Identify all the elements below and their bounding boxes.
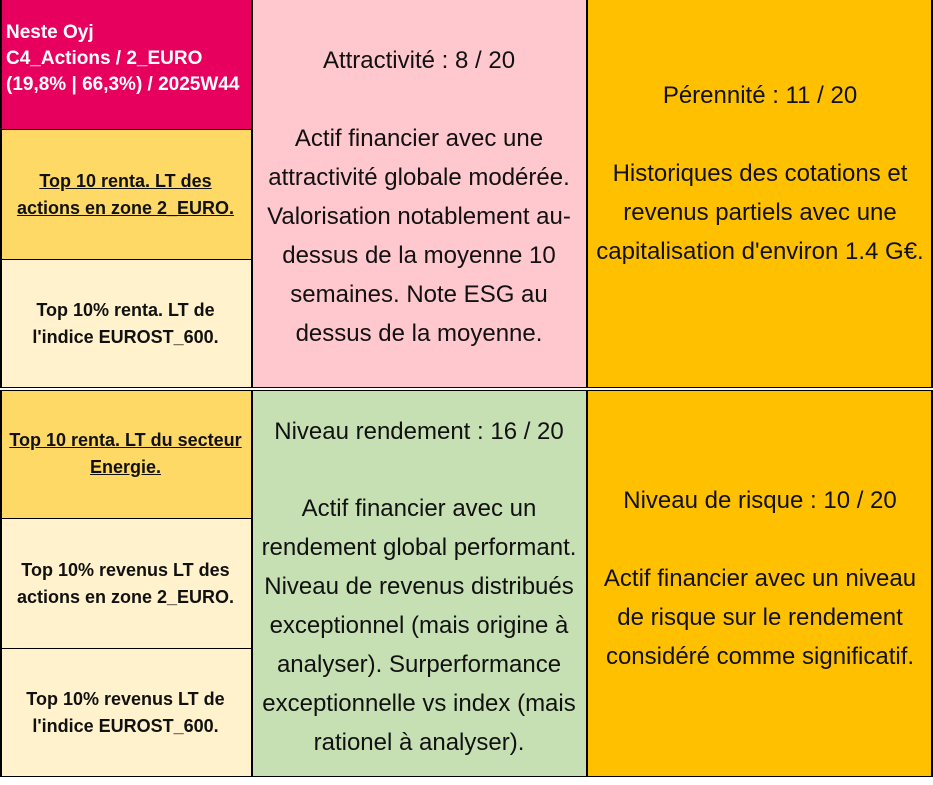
asset-name: Neste Oyj — [6, 22, 94, 43]
left-panel-bottom-3 — [0, 649, 251, 776]
left-panel-top-1-text: Top 10 renta. LT des actions en zone 2_EURO. — [16, 170, 235, 218]
header-cell — [0, 0, 251, 129]
asset-category: C4_Actions / 2_EURO — [6, 48, 203, 69]
left-panel-bottom-1-text: Top 10 renta. LT du secteur Energie. — [9, 430, 242, 477]
attractivite-cell — [252, 0, 586, 387]
perennite-text: Historiques des cotations et revenus partiels avec une capitalisation d'environ 1.4 G€. — [596, 160, 924, 265]
rendement-text: Actif financier avec un rendement global performant. Niveau de revenus distribués exceptionnel (mais origine à analyser). Surperformance exceptionnelle vs index (mais rationel à analyser). — [261, 495, 577, 756]
attractivite-title: Attractivité : 8 / 20 — [322, 47, 516, 74]
rendement-title: Niveau rendement : 16 / 20 — [274, 418, 564, 445]
perennite-cell — [587, 0, 933, 387]
left-panel-top-1 — [0, 130, 251, 259]
grid-line — [0, 129, 252, 130]
grid-line — [0, 390, 933, 391]
left-panel-top-2 — [0, 260, 251, 387]
left-panel-bottom-3-text: Top 10% revenus LT de l'indice EUROST_600. — [26, 688, 225, 736]
grid-line — [0, 776, 933, 777]
risque-title: Niveau de risque : 10 / 20 — [623, 486, 897, 514]
left-panel-top-2-text: Top 10% renta. LT de l'indice EUROST_600. — [32, 299, 219, 347]
grid-line — [0, 518, 252, 519]
risque-cell — [587, 390, 933, 776]
rendement-cell — [252, 390, 586, 776]
risque-text: Actif financier avec un niveau de risque sur le rendement considéré comme significatif. — [603, 564, 917, 670]
grid-line — [0, 259, 252, 260]
attractivite-text: Actif financier avec une attractivité globale modérée. Valorisation notablement au-dessus de la moyenne 10 semaines. Note ESG au dessus de la moyenne. — [267, 125, 571, 347]
grid-line — [0, 648, 252, 649]
left-panel-bottom-2 — [0, 519, 251, 648]
left-panel-bottom-1 — [0, 390, 251, 518]
asset-stats: (19,8% | 66,3%) / 2025W44 — [6, 74, 240, 95]
perennite-title: Pérennité : 11 / 20 — [662, 82, 858, 109]
left-panel-bottom-2-text: Top 10% revenus LT des actions en zone 2_EURO. — [16, 559, 235, 607]
